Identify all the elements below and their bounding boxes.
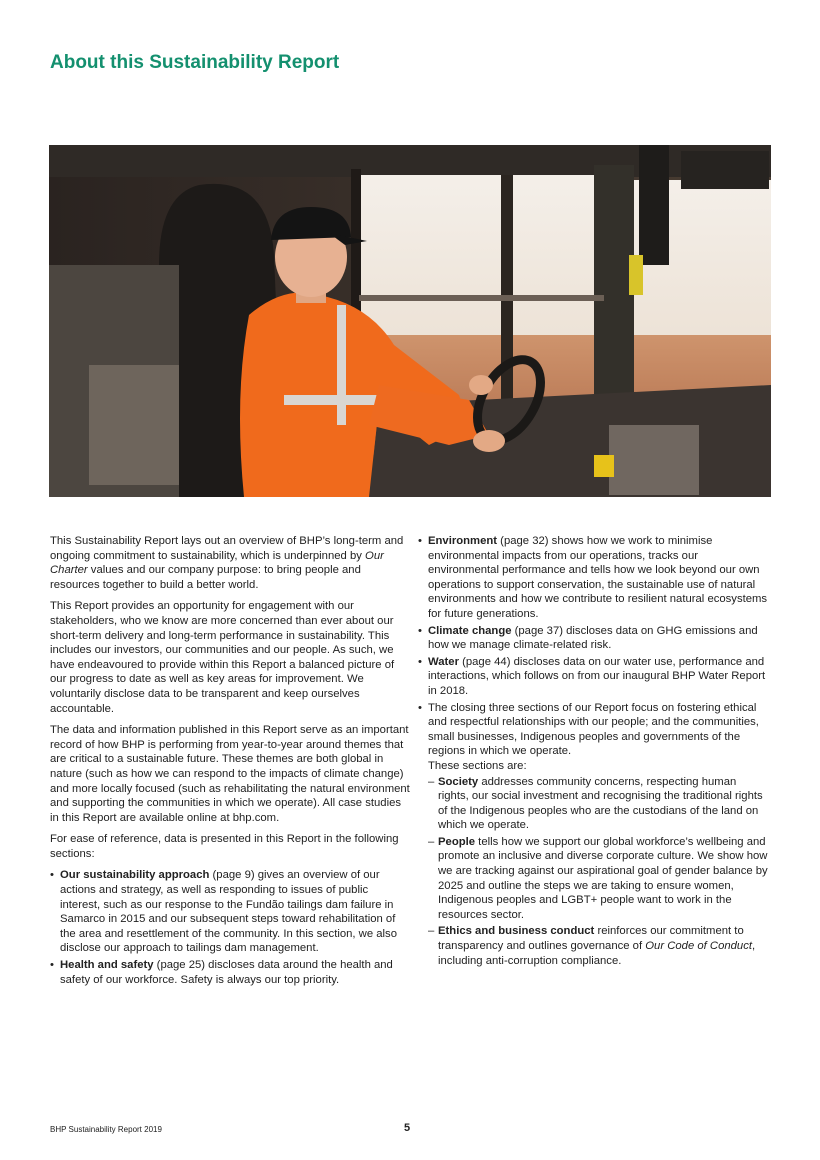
page-title: About this Sustainability Report [50,52,340,73]
list-item: • Climate change (page 37) discloses data on GHG emissions and how we manage climate-related risk. [418,624,770,653]
data-record-paragraph: The data and information published in this Report serve as an important record of how BHP is performing from year-to-year around themes that are critical to a sustainable future. These themes are both global in nature (such as how we can respond to the impacts of climate change) and more locally focused (such as rehabilitating the natural environment and supporting the communities in which we operate). All case studies in this Report are available online at bhp.com. [50,724,410,824]
list-item: – People tells how we support our global workforce’s wellbeing and promote an inclusive and diverse corporate culture. We show how we are tracking against our aspirational goal of gender balance by 2025 and outline the steps we are taking to ensure women, Indigenous peoples and LGBT+ people want to work in the resources sector. [428,835,770,923]
truck-cab-illustration [49,145,771,497]
sections-list-left [50,868,410,987]
left-column [50,534,410,989]
right-column [418,534,770,970]
list-item: – Society addresses community concerns, respecting human rights, our social investment and recognising the traditional rights of the Indigenous peoples who are the custodians of the land on which we operate. [428,775,770,833]
footer-report-name: BHP Sustainability Report 2019 [50,1125,162,1134]
sections-list-right [418,534,770,968]
sections-intro-paragraph: For ease of reference, data is presented in this Report in the following sections: [50,833,399,860]
list-item: • Our sustainability approach (page 9) gives an overview of our actions and strategy, as well as responding to issues of public interest, such as our response to the Fundão tailings dam failure in Samarco in 2015 and our subsequent steps toward rehabilitation of the area and resettlement of the community. In this section, we also disclose our approach to tailings dam management. [50,868,410,956]
list-item: • Environment (page 32) shows how we work to minimise environmental impacts from our operations, tracks our environmental performance and tells how we look beyond our own operations to support conservation, the sustainable use of natural environments and how we contribute to resilient natural ecosystems for future generations. [418,534,770,622]
closing-sections-list [428,775,770,969]
list-item: • Health and safety (page 25) discloses data around the health and safety of our workforce. Safety is always our top priority. [50,958,410,987]
photo-mine-haul-truck-operator [49,145,771,497]
list-item: • Water (page 44) discloses data on our water use, performance and interactions, which follows on from our inaugural BHP Water Report in 2018. [418,655,770,699]
list-item: – Ethics and business conduct reinforces our commitment to transparency and outlines governance of Our Code of Conduct, including anti-corruption compliance. [428,924,770,968]
engagement-paragraph: This Report provides an opportunity for engagement with our stakeholders, who we know are more concerned than ever about our short-term delivery and long-term performance in sustainability. This includes our investors, our communities and our people. As such, we have endeavoured to provide within this Report a balanced picture of our progress to date as well as key areas for improvement. We voluntarily disclose data to be transparent and keep ourselves accountable. [50,600,395,715]
list-item: • The closing three sections of our Report focus on fostering ethical and respectful relationships with our people; and the communities, small businesses, Indigenous peoples and governments of the regions in which we operate. These sections are: – Society addresses community concerns, respecting human rights, our social investment and recognising the traditional rights of the Indigenous peoples who are the custodians of the land on which we operate. – People tells how we support our global workforce’s wellbeing and promote an inclusive and diverse corporate culture. We show how we are tracking against our aspirational goal of gender balance by 2025 and outline the steps we are taking to ensure women, Indigenous peoples and LGBT+ people want to work in the resources sector. – Ethics and business conduct reinforces our commitment to transparency and outlines governance of Our Code of Conduct, including anti-corruption compliance. [418,701,770,969]
intro-paragraph: This Sustainability Report lays out an overview of BHP’s long-term and ongoing commitment to sustainability, which is underpinned by Our Charter values and our company purpose: to bring people and resources together to build a better world. [50,535,404,591]
page-number: 5 [404,1122,411,1134]
